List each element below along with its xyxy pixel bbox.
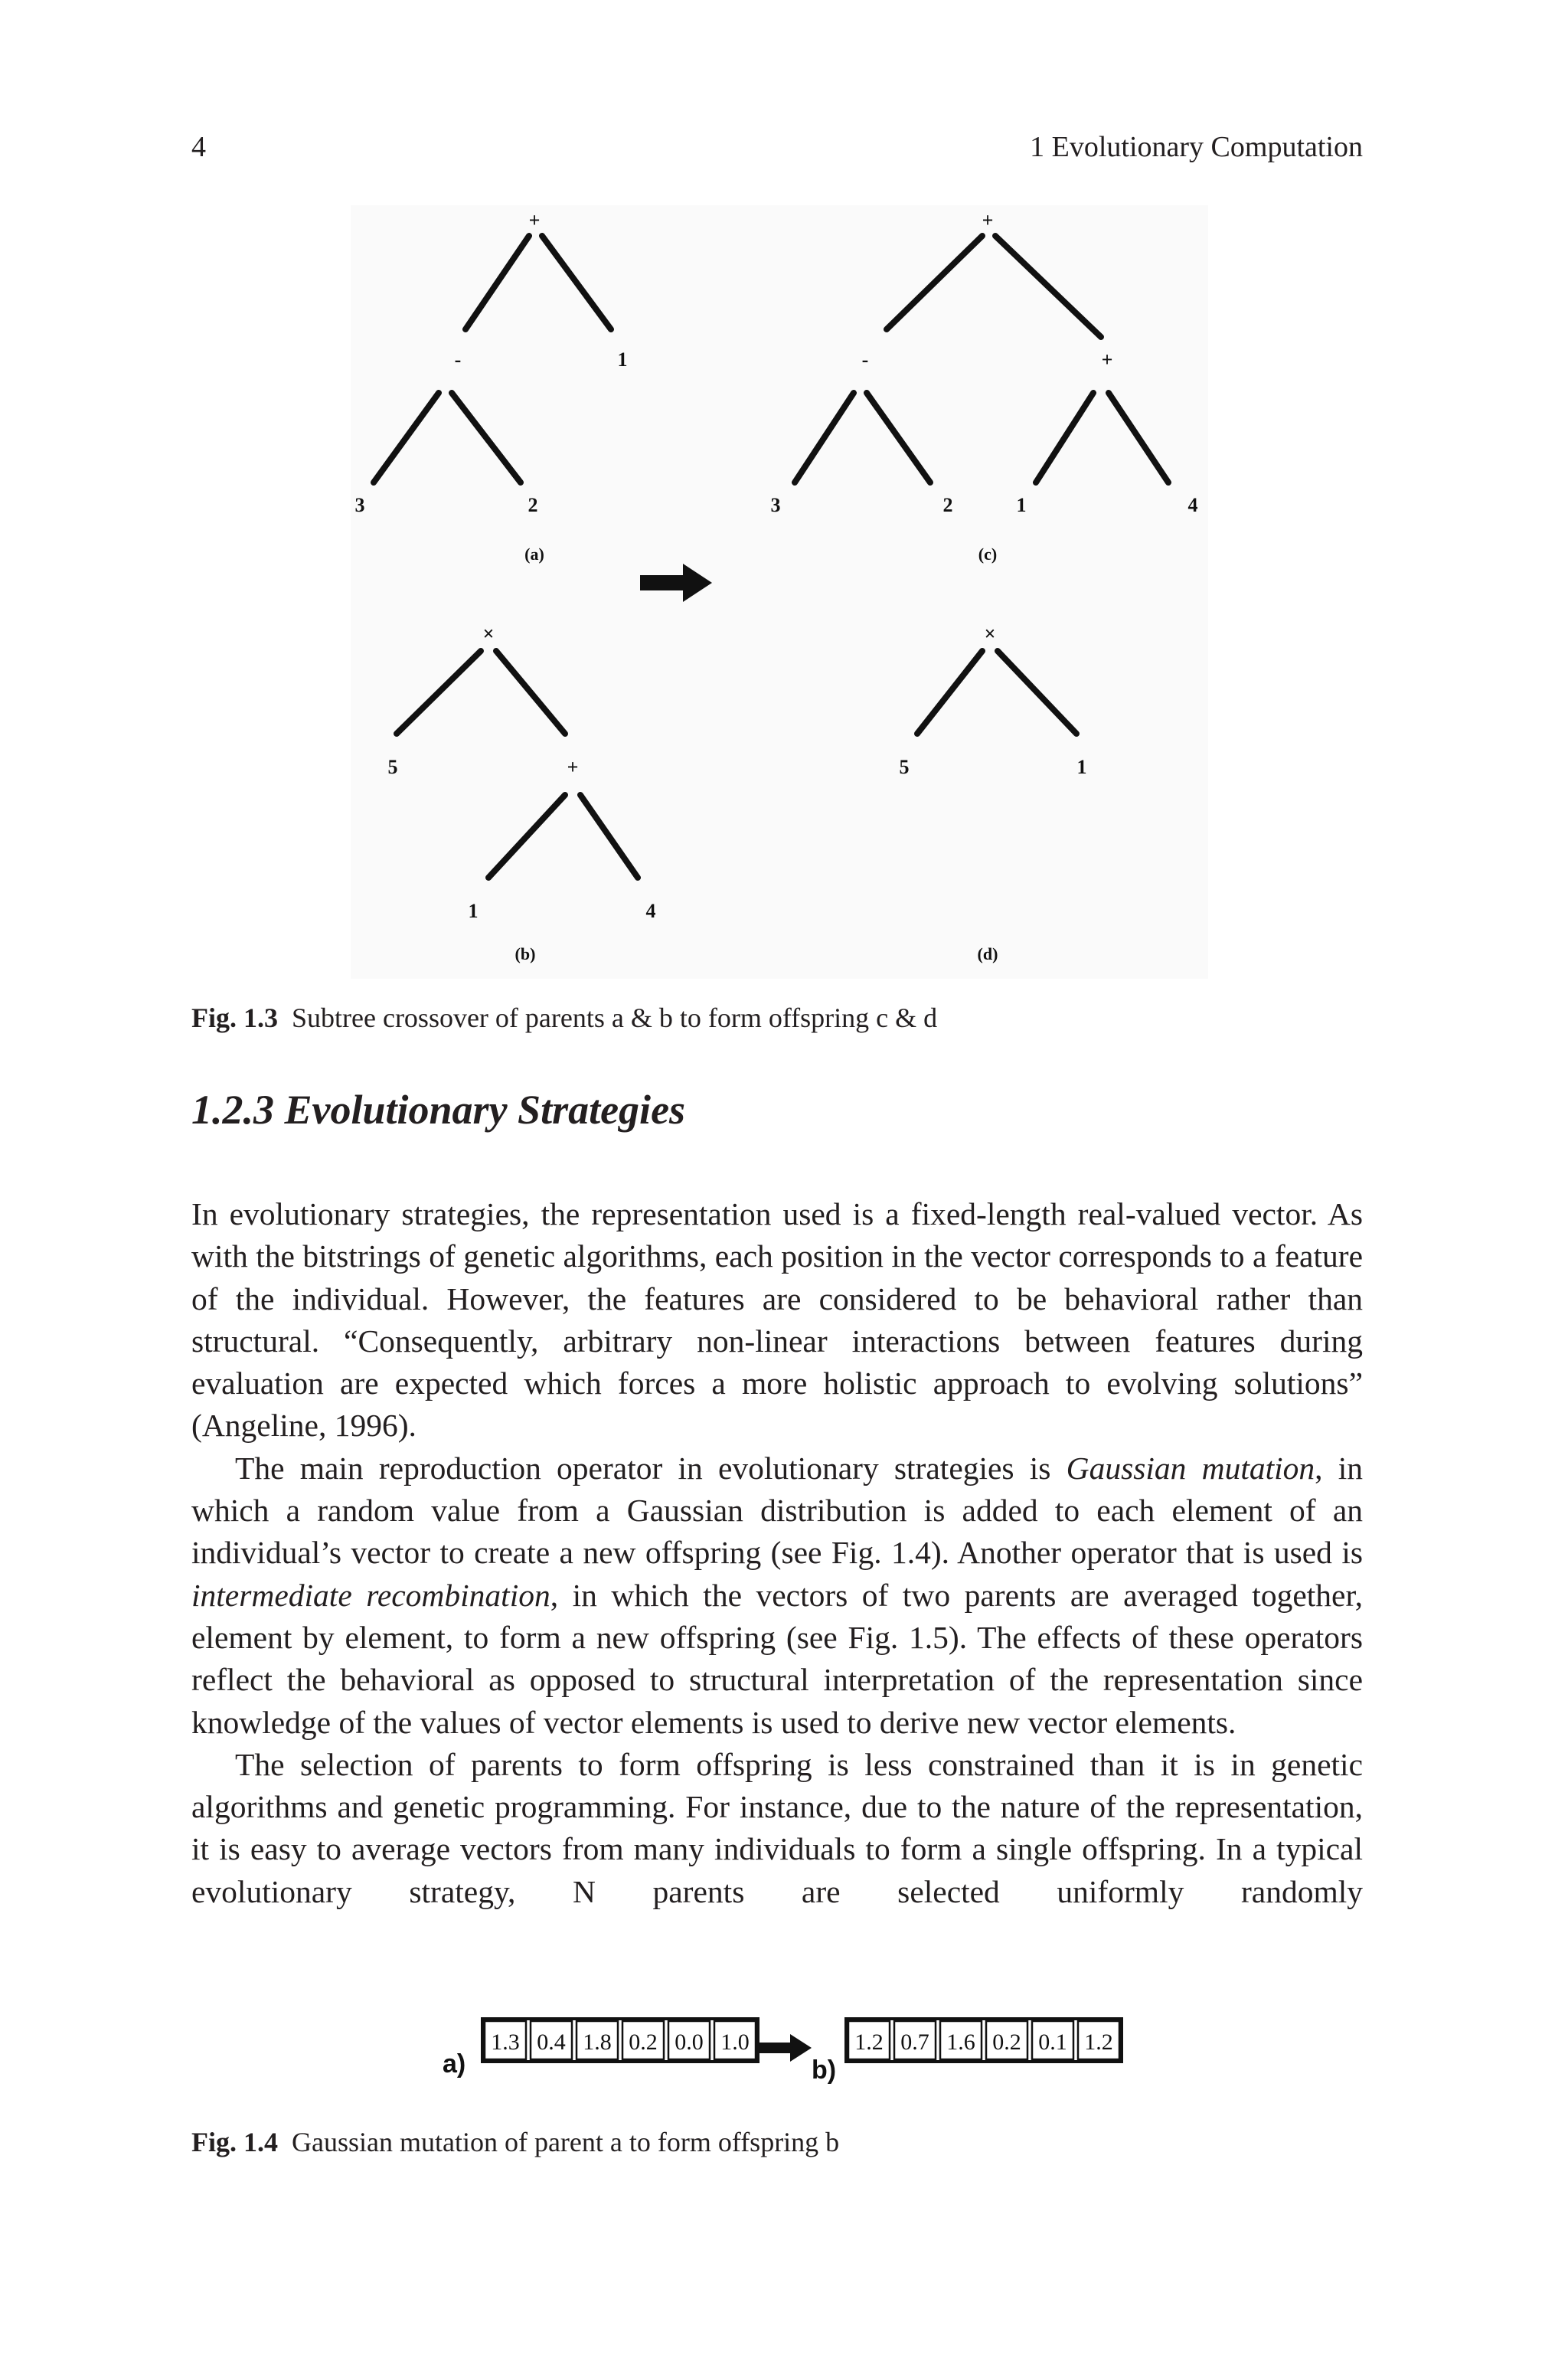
paragraph-2-part-a: The main reproduction operator in evolutionary strategies is (235, 1450, 1067, 1486)
panel-label-b: (b) (514, 944, 536, 963)
panel-label-c: (c) (978, 545, 998, 564)
running-header (191, 130, 1363, 168)
tree-d-leaf-2: 1 (1076, 756, 1087, 778)
mutation-arrow-icon (760, 2034, 812, 2062)
panel-label-a: (a) (524, 545, 544, 564)
figure-1-3-label: Fig. 1.3 (191, 1002, 278, 1033)
figure-1-4-label: Fig. 1.4 (191, 2127, 278, 2157)
offspring-vector-value: 1.2 (854, 2029, 884, 2055)
tree-c-leaf-4: 4 (1187, 494, 1198, 516)
figure-1-3-caption-text: Subtree crossover of parents a & b to form offspring c & d (292, 1002, 938, 1033)
figure-1-4-caption (191, 2126, 839, 2158)
tree-d-root: × (984, 623, 996, 645)
parent-vector-value: 1.8 (583, 2029, 612, 2055)
figure-1-4-vectors (429, 2008, 1133, 2092)
panel-label-d: (d) (977, 944, 998, 963)
figure-background (351, 205, 1208, 979)
paragraph-2-part-e: , in which the vectors of two parents are averaged together, element by element, to form a new offspring (see Fig. 1.5). The effects of these operators reflect the behavioral as opposed to structural interpretation of the representation since knowledge of the values of vector elements is used to derive new vector elements. (191, 1577, 1363, 1740)
parent-vector-value: 0.0 (675, 2029, 704, 2055)
parent-vector-label: a) (443, 2049, 466, 2079)
tree-c-root: + (982, 209, 994, 231)
tree-a-left-op: - (454, 348, 462, 371)
tree-c-right-op: + (1101, 348, 1113, 371)
figure-1-3-trees (351, 205, 1208, 979)
tree-b-left-leaf: 5 (387, 756, 398, 778)
offspring-vector-value: 0.1 (1038, 2029, 1067, 2055)
tree-a-right-leaf: 1 (617, 348, 628, 371)
offspring-vector (846, 2019, 1122, 2062)
offspring-vector-value: 1.6 (946, 2029, 975, 2055)
paragraph-2-part-c: , in which a random value from a Gaussian distribution is added to each element of an individual’s vector to create a new offspring (see Fig. 1.4). Another operator that is used is (191, 1450, 1364, 1571)
tree-c-leaf-3: 1 (1016, 494, 1027, 516)
term-gaussian-mutation: Gaussian mutation (1066, 1450, 1315, 1486)
body-text (191, 1193, 1363, 1913)
term-intermediate-recombination: intermediate recombination (191, 1577, 550, 1613)
tree-c-leaf-1: 3 (770, 494, 781, 516)
figure-1-3-caption (191, 1002, 937, 1034)
parent-vector-value: 0.2 (629, 2029, 658, 2055)
tree-b-leaf-1: 1 (468, 900, 479, 922)
tree-d-leaf-1: 5 (899, 756, 910, 778)
tree-a-leaf-2: 2 (528, 494, 538, 516)
tree-b-right-op: + (567, 756, 579, 778)
tree-c-leaf-2: 2 (942, 494, 953, 516)
paragraph-2 (191, 1447, 1363, 1744)
parent-vector-value: 1.0 (720, 2029, 750, 2055)
paragraph-1: In evolutionary strategies, the representation used is a fixed-length real-valued vector. As with the bitstrings of genetic algorithms, each position in the vector corresponds to a feature of the individual. However, the features are considered to be behavioral rather than structural. “Consequently, arbitrary non-linear interactions between features during evaluation are expected which forces a more holistic approach to evolving solutions” (Angeline, 1996). (191, 1196, 1363, 1444)
offspring-vector-label: b) (812, 2056, 837, 2085)
tree-a-leaf-1: 3 (354, 494, 365, 516)
offspring-vector-value: 0.2 (992, 2029, 1021, 2055)
offspring-vector-value: 0.7 (900, 2029, 929, 2055)
parent-vector-value: 1.3 (491, 2029, 520, 2055)
tree-a-root: + (528, 209, 541, 231)
tree-b-root: × (482, 623, 495, 645)
page-number: 4 (191, 131, 206, 163)
figure-1-4-caption-text: Gaussian mutation of parent a to form offspring b (292, 2127, 840, 2157)
parent-vector-value: 0.4 (537, 2029, 566, 2055)
offspring-vector-value: 1.2 (1084, 2029, 1113, 2055)
parent-vector (482, 2019, 758, 2062)
tree-b-leaf-2: 4 (645, 900, 656, 922)
running-title: 1 Evolutionary Computation (1030, 131, 1363, 163)
paragraph-3: The selection of parents to form offspring is less constrained than it is in genetic algorithms and genetic programming. For instance, due to the nature of the representation, it is easy to average vectors from many individuals to form a single offspring. In a typical evolutionary strategy, N parents are selected uniformly randomly (191, 1746, 1363, 1909)
section-heading: 1.2.3 Evolutionary Strategies (191, 1087, 686, 1133)
tree-c-left-op: - (861, 348, 869, 371)
